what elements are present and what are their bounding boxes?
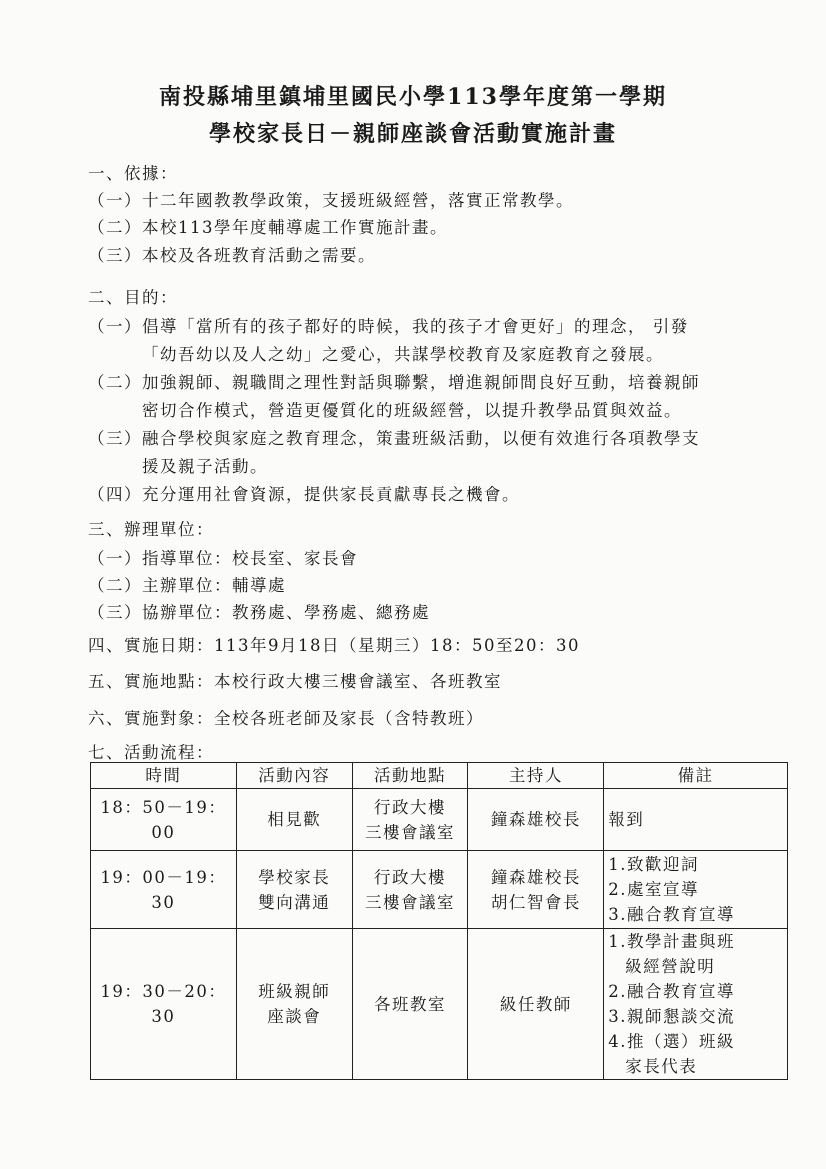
content-line: 相見歡 [267,810,322,829]
row-content [236,789,352,851]
header-host: 主持人 [468,763,604,789]
document-title-line-2: 學校家長日－親師座談會活動實施計畫 [208,121,617,147]
purpose-item-3-cont: 援及親子活動。 [142,457,268,476]
note-line: 1.致歡迎詞 [608,855,699,874]
place-line: 三樓會議室 [365,822,456,842]
table-row [91,789,788,851]
note-line: 級經營說明 [625,957,716,976]
content-line: 座談會 [267,1007,322,1026]
host-line: 級任教師 [499,994,572,1014]
note-line: 4.推（選）班級 [608,1032,735,1051]
host-line: 鐘森雄校長 [490,810,581,829]
row-place [352,929,468,1080]
note-line: 報到 [608,810,645,829]
host-line: 胡仁智會長 [490,892,581,912]
row-time: 19：30－20：30 [91,929,237,1080]
purpose-item-1: （一）倡導「當所有的孩子都好的時候，我的孩子才會更好」的理念， 引發 [88,317,689,336]
row-notes [604,789,788,851]
host-line: 鐘森雄校長 [490,867,581,887]
row-content [236,929,352,1080]
note-line: 3.親師懇談交流 [608,1007,735,1026]
organizer-item-2: （二）主辦單位：輔導處 [88,576,286,595]
purpose-item-3: （三）融合學校與家庭之教育理念，策畫班級活動，以便有效進行各項教學支 [88,429,700,448]
header-place: 活動地點 [352,763,468,789]
section-heading-organizers: 三、辦理單位： [88,520,214,539]
implementation-target: 六、實施對象：全校各班老師及家長（含特教班） [88,709,484,728]
note-line: 家長代表 [625,1057,698,1076]
schedule-table [90,762,788,1080]
purpose-item-2: （二）加強親師、親職間之理性對話與聯繫，增進親師間良好互動，培養親師 [88,373,700,392]
section-heading-purpose: 二、目的： [88,288,178,307]
content-line: 雙向溝通 [258,892,331,912]
row-host [468,851,604,929]
purpose-item-2-cont: 密切合作模式，營造更優質化的班級經營，以提升教學品質與效益。 [142,401,682,420]
header-time: 時間 [91,763,237,789]
purpose-item-4: （四）充分運用社會資源，提供家長貢獻專長之機會。 [88,485,520,504]
purpose-item-1-cont: 「幼吾幼以及人之幼」之愛心，共謀學校教育及家庭教育之發展。 [142,345,664,364]
row-notes [604,851,788,929]
row-host [468,929,604,1080]
organizer-item-3: （三）協辦單位：教務處、學務處、總務處 [88,603,430,622]
row-time: 19：00－19：30 [91,851,237,929]
row-content [236,851,352,929]
note-line: 2.處室宣導 [608,880,699,899]
table-row [91,851,788,929]
row-time: 18：50－19：00 [91,789,237,851]
row-host [468,789,604,851]
section-heading-schedule: 七、活動流程： [88,743,214,762]
place-line: 各班教室 [374,994,447,1014]
implementation-location: 五、實施地點：本校行政大樓三樓會議室、各班教室 [88,672,502,691]
organizer-item-1: （一）指導單位：校長室、家長會 [88,549,358,568]
document-title-line-1: 南投縣埔里鎮埔里國民小學113學年度第一學期 [159,84,667,110]
schedule-header-row [91,763,788,789]
note-line: 3.融合教育宣導 [608,905,735,924]
note-line: 2.融合教育宣導 [608,982,735,1001]
header-notes: 備註 [604,763,788,789]
place-line: 三樓會議室 [365,892,456,912]
place-line: 行政大樓 [374,797,447,817]
content-line: 班級親師 [258,982,331,1001]
basis-item-3: （三）本校及各班教育活動之需要。 [88,246,376,265]
header-content: 活動內容 [236,763,352,789]
section-heading-basis: 一、依據： [88,164,178,183]
row-notes [604,929,788,1080]
table-row [91,929,788,1080]
row-place [352,789,468,851]
content-line: 學校家長 [258,867,331,887]
basis-item-2: （二）本校113學年度輔導處工作實施計畫。 [88,218,448,237]
note-line: 1.教學計畫與班 [608,932,735,951]
row-place [352,851,468,929]
implementation-date: 四、實施日期：113年9月18日（星期三）18：50至20：30 [88,636,580,655]
basis-item-1: （一）十二年國教教學政策，支援班級經營，落實正常教學。 [88,191,574,210]
place-line: 行政大樓 [374,867,447,887]
